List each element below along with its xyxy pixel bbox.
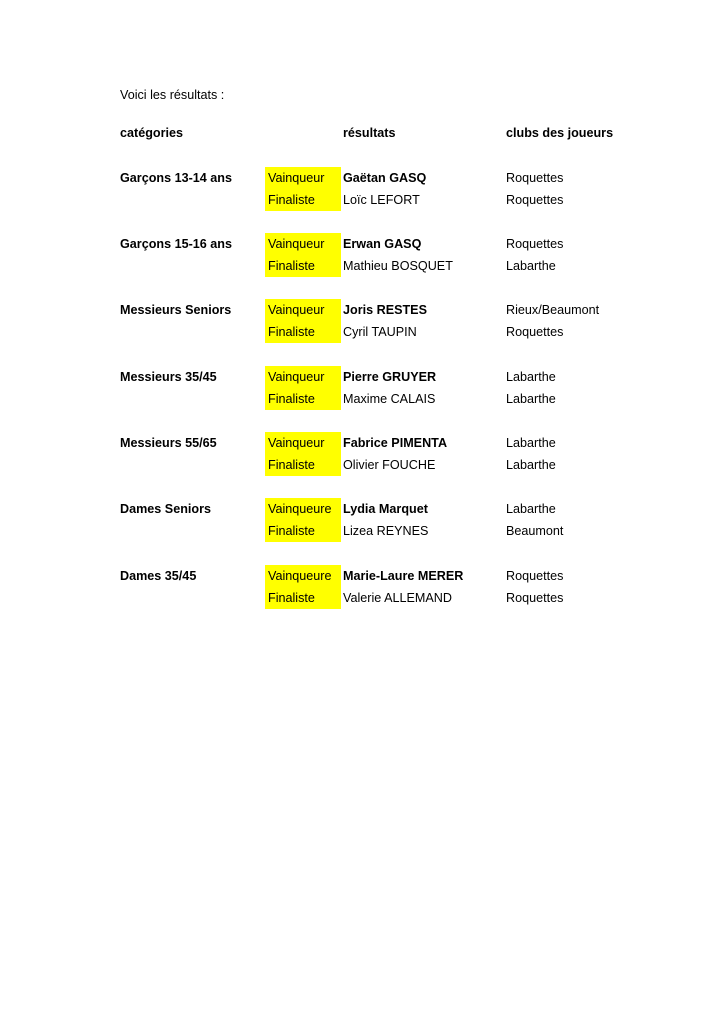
finalist-row: [0, 587, 724, 609]
finalist-role-label: Finaliste: [265, 587, 341, 609]
header-clubs: clubs des joueurs: [506, 126, 614, 140]
finalist-club: Roquettes: [506, 591, 564, 605]
winner-name: Joris RESTES: [343, 303, 427, 317]
finalist-club: Roquettes: [506, 193, 564, 207]
category-name: Dames Seniors: [120, 502, 211, 516]
finalist-club: Beaumont: [506, 524, 564, 538]
finalist-name: Olivier FOUCHE: [343, 458, 436, 472]
winner-name: Gaëtan GASQ: [343, 171, 427, 185]
finalist-role-label: Finaliste: [265, 321, 341, 343]
winner-row: [0, 167, 724, 189]
finalist-club: Labarthe: [506, 259, 556, 273]
winner-club: Labarthe: [506, 436, 556, 450]
result-group-garcons-13-14: [0, 167, 724, 211]
finalist-name: Cyril TAUPIN: [343, 325, 417, 339]
winner-club: Roquettes: [506, 171, 564, 185]
winner-name: Erwan GASQ: [343, 237, 422, 251]
result-group-messieurs-35-45: [0, 366, 724, 410]
winner-row: [0, 498, 724, 520]
category-name: Garçons 13-14 ans: [120, 171, 233, 185]
finalist-role-label: Finaliste: [265, 454, 341, 476]
finalist-role-label: Finaliste: [265, 255, 341, 277]
winner-role-label: Vainqueure: [265, 565, 341, 587]
finalist-name: Maxime CALAIS: [343, 392, 436, 406]
category-name: Dames 35/45: [120, 569, 197, 583]
finalist-club: Labarthe: [506, 392, 556, 406]
winner-club: Labarthe: [506, 370, 556, 384]
header-categories: catégories: [120, 126, 183, 140]
winner-role-label: Vainqueur: [265, 167, 341, 189]
category-name: Messieurs 35/45: [120, 370, 217, 384]
winner-name: Lydia Marquet: [343, 502, 428, 516]
winner-row: [0, 432, 724, 454]
winner-name: Pierre GRUYER: [343, 370, 437, 384]
finalist-role-label: Finaliste: [265, 189, 341, 211]
finalist-row: [0, 454, 724, 476]
result-group-garcons-15-16: [0, 233, 724, 277]
header-results: résultats: [343, 126, 396, 140]
result-group-messieurs-seniors: [0, 299, 724, 343]
finalist-club: Labarthe: [506, 458, 556, 472]
finalist-club: Roquettes: [506, 325, 564, 339]
winner-club: Rieux/Beaumont: [506, 303, 600, 317]
category-name: Messieurs 55/65: [120, 436, 217, 450]
result-group-messieurs-55-65: [0, 432, 724, 476]
finalist-row: [0, 321, 724, 343]
finalist-row: [0, 520, 724, 542]
winner-club: Roquettes: [506, 569, 564, 583]
finalist-name: Valerie ALLEMAND: [343, 591, 452, 605]
intro-text: Voici les résultats :: [120, 88, 225, 102]
winner-role-label: Vainqueur: [265, 432, 341, 454]
winner-name: Fabrice PIMENTA: [343, 436, 448, 450]
category-name: Messieurs Seniors: [120, 303, 232, 317]
finalist-row: [0, 189, 724, 211]
winner-row: [0, 299, 724, 321]
category-name: Garçons 15-16 ans: [120, 237, 233, 251]
table-header: [0, 125, 724, 141]
result-group-dames-seniors: [0, 498, 724, 542]
finalist-row: [0, 388, 724, 410]
winner-club: Roquettes: [506, 237, 564, 251]
finalist-name: Lizea REYNES: [343, 524, 429, 538]
finalist-role-label: Finaliste: [265, 520, 341, 542]
finalist-name: Mathieu BOSQUET: [343, 259, 453, 273]
winner-name: Marie-Laure MERER: [343, 569, 464, 583]
winner-role-label: Vainqueur: [265, 233, 341, 255]
winner-role-label: Vainqueure: [265, 498, 341, 520]
winner-role-label: Vainqueur: [265, 299, 341, 321]
winner-row: [0, 366, 724, 388]
winner-role-label: Vainqueur: [265, 366, 341, 388]
winner-club: Labarthe: [506, 502, 556, 516]
result-group-dames-35-45: [0, 565, 724, 609]
finalist-row: [0, 255, 724, 277]
winner-row: [0, 565, 724, 587]
finalist-role-label: Finaliste: [265, 388, 341, 410]
finalist-name: Loïc LEFORT: [343, 193, 420, 207]
winner-row: [0, 233, 724, 255]
